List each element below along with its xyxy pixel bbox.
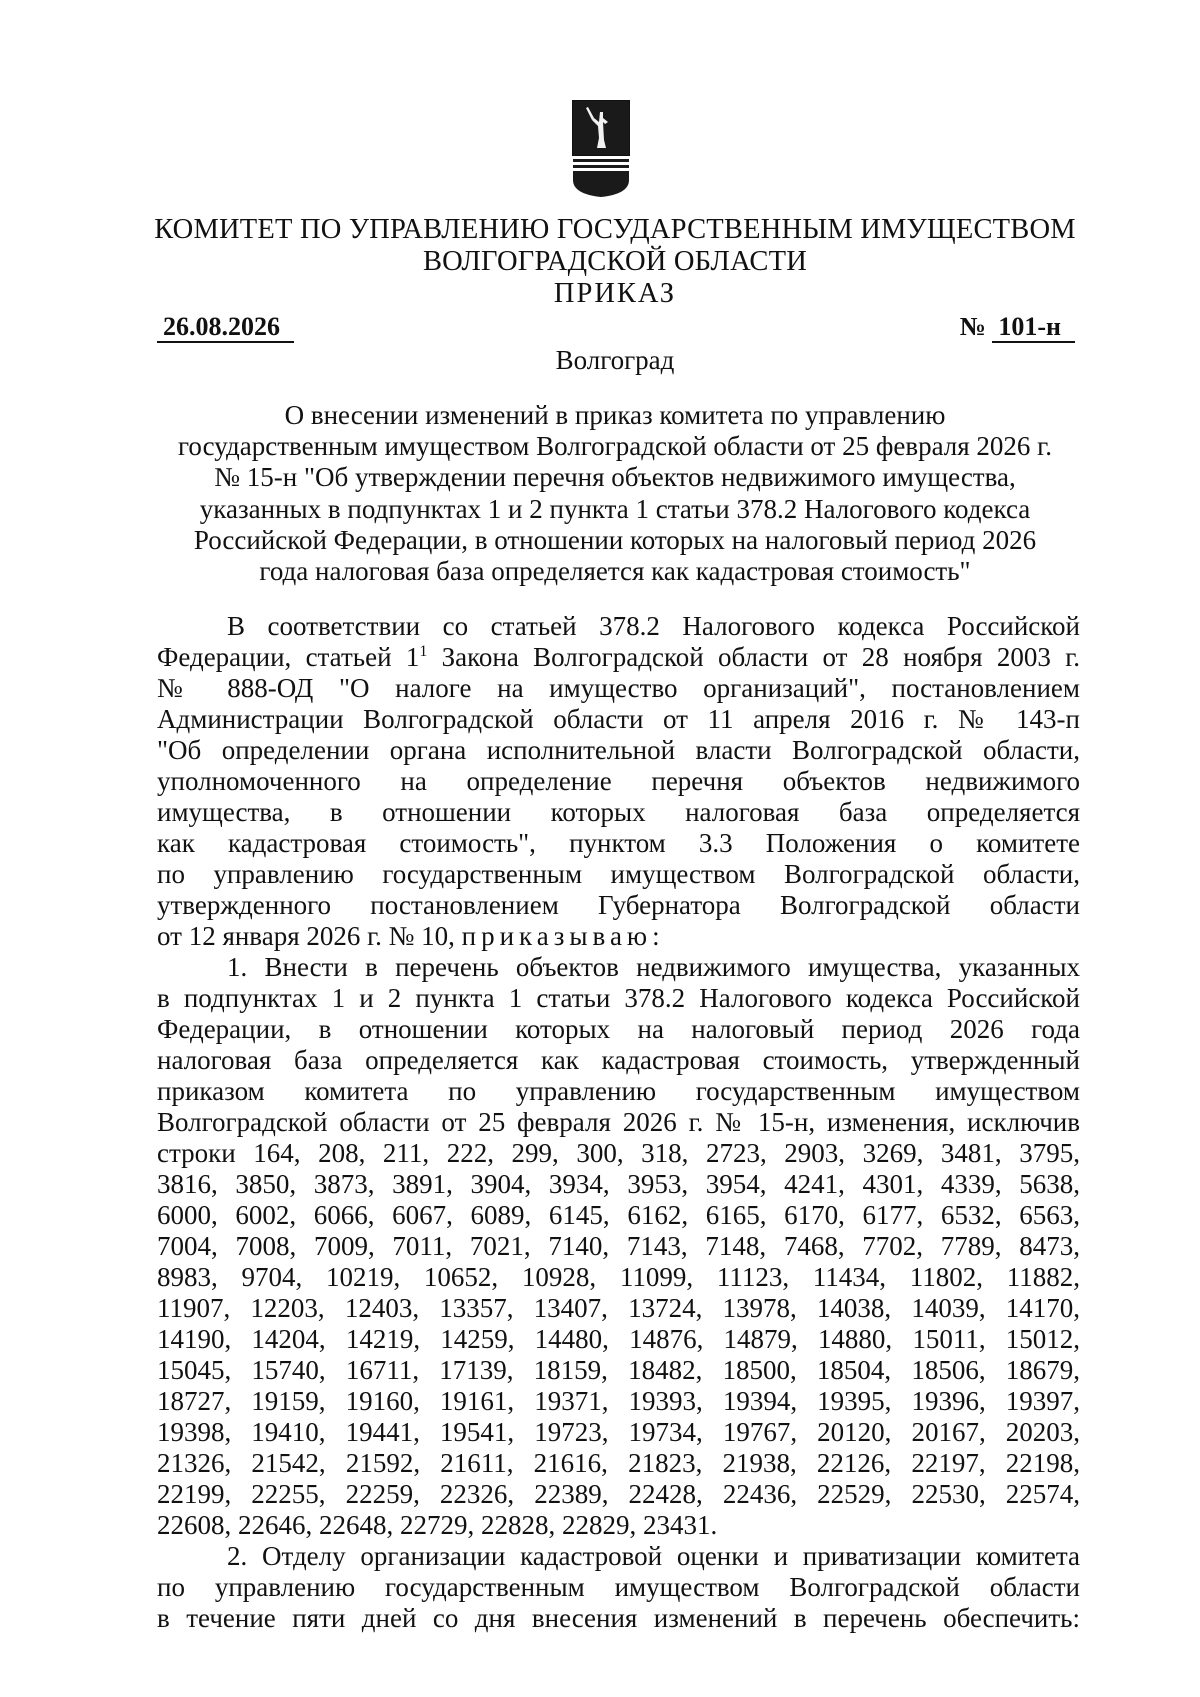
document-type: ПРИКАЗ [553, 278, 677, 309]
item2-line: 2. Отделу организации кадастровой оценки и приватизации комитета [227, 1541, 1080, 1571]
item1-line: 1. Внести в перечень объектов недвижимого имущества, указанных [227, 952, 1080, 982]
title-line: года налоговая база определяется как кадастровая стоимость" [259, 556, 971, 587]
document-city: Волгоград [555, 345, 675, 375]
preamble-line: В соответствии со статьей 378.2 Налогового кодекса Российской [227, 611, 1080, 641]
preamble-line: утвержденного постановлением Губернатора Волгоградской области [157, 890, 1080, 920]
item1-line: 7004, 7008, 7009, 7011, 7021, 7140, 7143, 7148, 7468, 7702, 7789, 8473, [157, 1231, 1080, 1261]
coat-of-arms-emblem [572, 100, 630, 198]
title-line: О внесении изменений в приказ комитета по управлению [284, 400, 946, 430]
item1-line: 11907, 12203, 12403, 13357, 13407, 13724, 13978, 14038, 14039, 14170, [157, 1293, 1080, 1323]
item2-line: по управлению государственным имуществом Волгоградской области [157, 1572, 1080, 1602]
item1-line: 3816, 3850, 3873, 3891, 3904, 3934, 3953, 3954, 4241, 4301, 4339, 5638, [157, 1169, 1080, 1199]
committee-name-line1: КОМИТЕТ ПО УПРАВЛЕНИЮ ГОСУДАРСТВЕННЫМ ИМУЩЕСТВОМ [154, 214, 1076, 245]
document-date: 26.08.2026 [157, 312, 294, 342]
preamble-line: Администрации Волгоградской области от 11 апреля 2016 г. № 143-п [157, 704, 1080, 734]
preamble-line: уполномоченного на определение перечня объектов недвижимого [157, 766, 1080, 796]
item1-line: 19398, 19410, 19441, 19541, 19723, 19734, 19767, 20120, 20167, 20203, [157, 1417, 1080, 1447]
title-line: государственным имуществом Волгоградской области от 25 февраля 2026 г. [178, 431, 1052, 462]
preamble-line: № 888-ОД "О налоге на имущество организаций", постановлением [157, 673, 1080, 703]
item1-line: 15045, 15740, 16711, 17139, 18159, 18482, 18500, 18504, 18506, 18679, [157, 1355, 1080, 1385]
document-body [157, 611, 1080, 1634]
order-word: приказываю: [461, 921, 665, 951]
item1-line: строки 164, 208, 211, 222, 299, 300, 318, 2723, 2903, 3269, 3481, 3795, [157, 1138, 1080, 1168]
title-line: № 15-н "Об утверждении перечня объектов недвижимого имущества, [214, 462, 1016, 493]
title-line: указанных в подпунктах 1 и 2 пункта 1 статьи 378.2 Налогового кодекса [199, 493, 1031, 524]
volgograd-coat-of-arms-icon [572, 100, 630, 198]
item1-line: 14190, 14204, 14219, 14259, 14480, 14876, 14879, 14880, 15011, 15012, [157, 1324, 1080, 1354]
document-number: № 101-н [960, 312, 1075, 342]
item1-line: 6000, 6002, 6066, 6067, 6089, 6145, 6162, 6165, 6170, 6177, 6532, 6563, [157, 1200, 1080, 1230]
item1-line: Волгоградской области от 25 февраля 2026 г. № 15-н, изменения, исключив [157, 1107, 1080, 1137]
item1-line: налоговая база определяется как кадастровая стоимость, утвержденный [157, 1045, 1080, 1075]
item1-line: 18727, 19159, 19160, 19161, 19371, 19393, 19394, 19395, 19396, 19397, [157, 1386, 1080, 1416]
item1-line: в подпунктах 1 и 2 пункта 1 статьи 378.2 Налогового кодекса Российской [157, 983, 1080, 1013]
item1-line: приказом комитета по управлению государственным имуществом [157, 1076, 1080, 1106]
item2-line: в течение пяти дней со дня внесения изменений в перечень обеспечить: [157, 1603, 1080, 1633]
title-line: Российской Федерации, в отношении которых на налоговый период 2026 [193, 524, 1037, 555]
item1-line: Федерации, в отношении которых на налоговый период 2026 года [157, 1014, 1080, 1044]
item1-line: 8983, 9704, 10219, 10652, 10928, 11099, 11123, 11434, 11802, 11882, [157, 1262, 1080, 1292]
preamble-line: "Об определении органа исполнительной власти Волгоградской области, [157, 735, 1080, 765]
committee-name-line2: ВОЛГОГРАДСКОЙ ОБЛАСТИ [422, 246, 808, 277]
item1-line: 21326, 21542, 21592, 21611, 21616, 21823, 21938, 22126, 22197, 22198, [157, 1448, 1080, 1478]
item1-line: 22199, 22255, 22259, 22326, 22389, 22428, 22436, 22529, 22530, 22574, [157, 1479, 1080, 1509]
preamble-line: по управлению государственным имуществом Волгоградской области, [157, 859, 1080, 889]
document-title [150, 400, 1080, 587]
preamble-line: имущества, в отношении которых налоговая база определяется [157, 797, 1080, 827]
item1-line: 22608, 22646, 22648, 22729, 22828, 22829, 23431. [157, 1510, 718, 1540]
preamble-line: Федерации, статьей $1^1$ Закона Волгоградской области от 28 ноября 2003 г. [157, 642, 1080, 672]
preamble-line: от 12 января 2026 г. № 10, приказываю: [157, 921, 665, 951]
preamble-line: как кадастровая стоимость", пунктом 3.3 Положения о комитете [157, 828, 1080, 858]
